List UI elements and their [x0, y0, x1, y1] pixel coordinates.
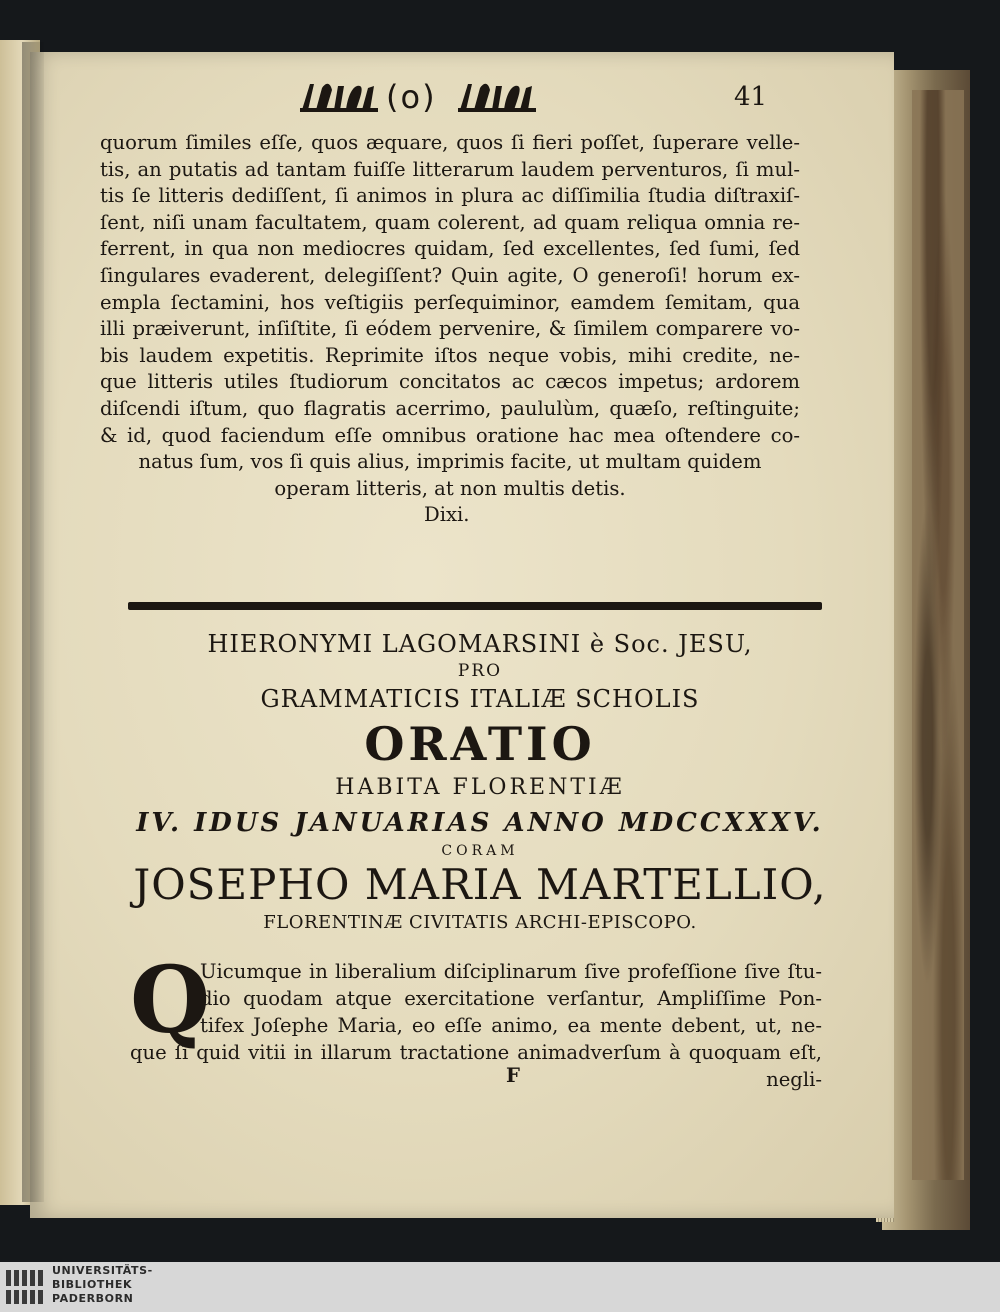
book-cover-edge [882, 70, 970, 1230]
library-name [52, 1264, 153, 1306]
page-footer [130, 1064, 822, 1094]
gutter-shadow [22, 42, 44, 1202]
text-line: bis laudem expetitis. Reprimite iſtos neque vobis, mihi credite, ne- [100, 343, 800, 367]
text-line: ſent, niſi unam facultatem, quam colerent, ad quam reliqua omnia re- [100, 210, 800, 234]
left-header-ornament-icon [300, 80, 378, 114]
right-header-ornament-icon [458, 80, 536, 114]
dedicatee-line: JOSEPHO MARIA MARTELLIO, [133, 860, 827, 909]
subject-line: GRAMMATICIS ITALIÆ SCHOLIS [260, 685, 700, 713]
text-line: empla ſectamini, hos veſtigiis perſequiminor, eamdem ſemitam, qua [100, 290, 800, 314]
text-line: quorum ſimiles eſſe, quos æquare, quos ſi fieri poſſet, ſuperare velle- [100, 131, 800, 154]
library-name-line: PADERBORN [52, 1292, 134, 1305]
text-line: tis, an putatis ad tantam fuiſſe litterarum laudem perventuros, ſi mul- [100, 157, 800, 181]
place-line: HABITA FLORENTIÆ [335, 775, 625, 800]
running-header [300, 78, 800, 122]
text-line: tifex Joſephe Maria, eo eſſe animo, ea mente debent, ut, ne- [200, 1014, 822, 1037]
text-line: ſingulares evaderent, delegiſſent? Quin agite, O generoſi! horum ex- [100, 263, 800, 287]
coram-line: CORAM [441, 843, 519, 859]
author-line: HIERONYMI LAGOMARSINI è Soc. JESU, [207, 630, 753, 658]
date-line: IV. IDUS JANUARIAS ANNO MDCCXXXV. [136, 808, 824, 838]
closing-dixi: Dixi. [424, 503, 470, 527]
text-line: dio quodam atque exercitatione verſantur, Ampliſſime Pon- [200, 987, 822, 1010]
pro-line: PRO [457, 661, 503, 681]
text-line: & id, quod faciendum eſſe omnibus oratione hac mea oſtendere co- [100, 423, 800, 447]
body-text-bottom [130, 946, 822, 1066]
gathering-signature: F [506, 1064, 520, 1087]
drop-cap: Q [130, 946, 211, 1054]
signature-mark: (o) [386, 78, 437, 116]
section-rule [128, 602, 822, 610]
text-line: diſcendi iſtum, quo flagratis acerrimo, paululùm, quæſo, reſtinguite; [100, 396, 800, 420]
text-line: ferrent, in qua non mediocres quidam, ſed excellentes, ſed ſumi, ſed [100, 237, 800, 261]
text-line: Uicumque in liberalium diſciplinarum ſive profeſſione ſive ſtu- [200, 960, 822, 983]
text-line: que litteris utiles ſtudiorum concitatos ac cæcos impetus; ardorem [100, 370, 800, 394]
text-line: natus ſum, vos ſi quis alius, imprimis facite, ut multam quidem [138, 450, 762, 474]
body-text-top [100, 130, 800, 529]
library-footer-bar [0, 1262, 1000, 1312]
library-name-line: BIBLIOTHEK [52, 1278, 133, 1291]
text-line: tis ſe litteris dediſſent, ſi animos in plura ac diſſimilia ſtudia diſtraxiſ- [100, 184, 800, 208]
text-line: que ſi quid vitii in illarum tractatione animadverſum à quoquam eſt, [130, 1041, 822, 1064]
page-number: 41 [734, 82, 768, 112]
oration-title-block [100, 628, 860, 936]
oratio-heading: ORATIO [364, 717, 596, 771]
dedicatee-title-line: FLORENTINÆ CIVITATIS ARCHI-EPISCOPO. [263, 912, 697, 933]
library-name-line: UNIVERSITÄTS- [52, 1264, 153, 1277]
catchword: negli- [766, 1068, 822, 1091]
text-line: illi præiverunt, inſiſtite, ſi eódem pervenire, & ſimilem comparere vo- [100, 317, 800, 341]
library-logo-icon [4, 1266, 46, 1308]
text-line: operam litteris, at non multis detis. [274, 476, 626, 500]
